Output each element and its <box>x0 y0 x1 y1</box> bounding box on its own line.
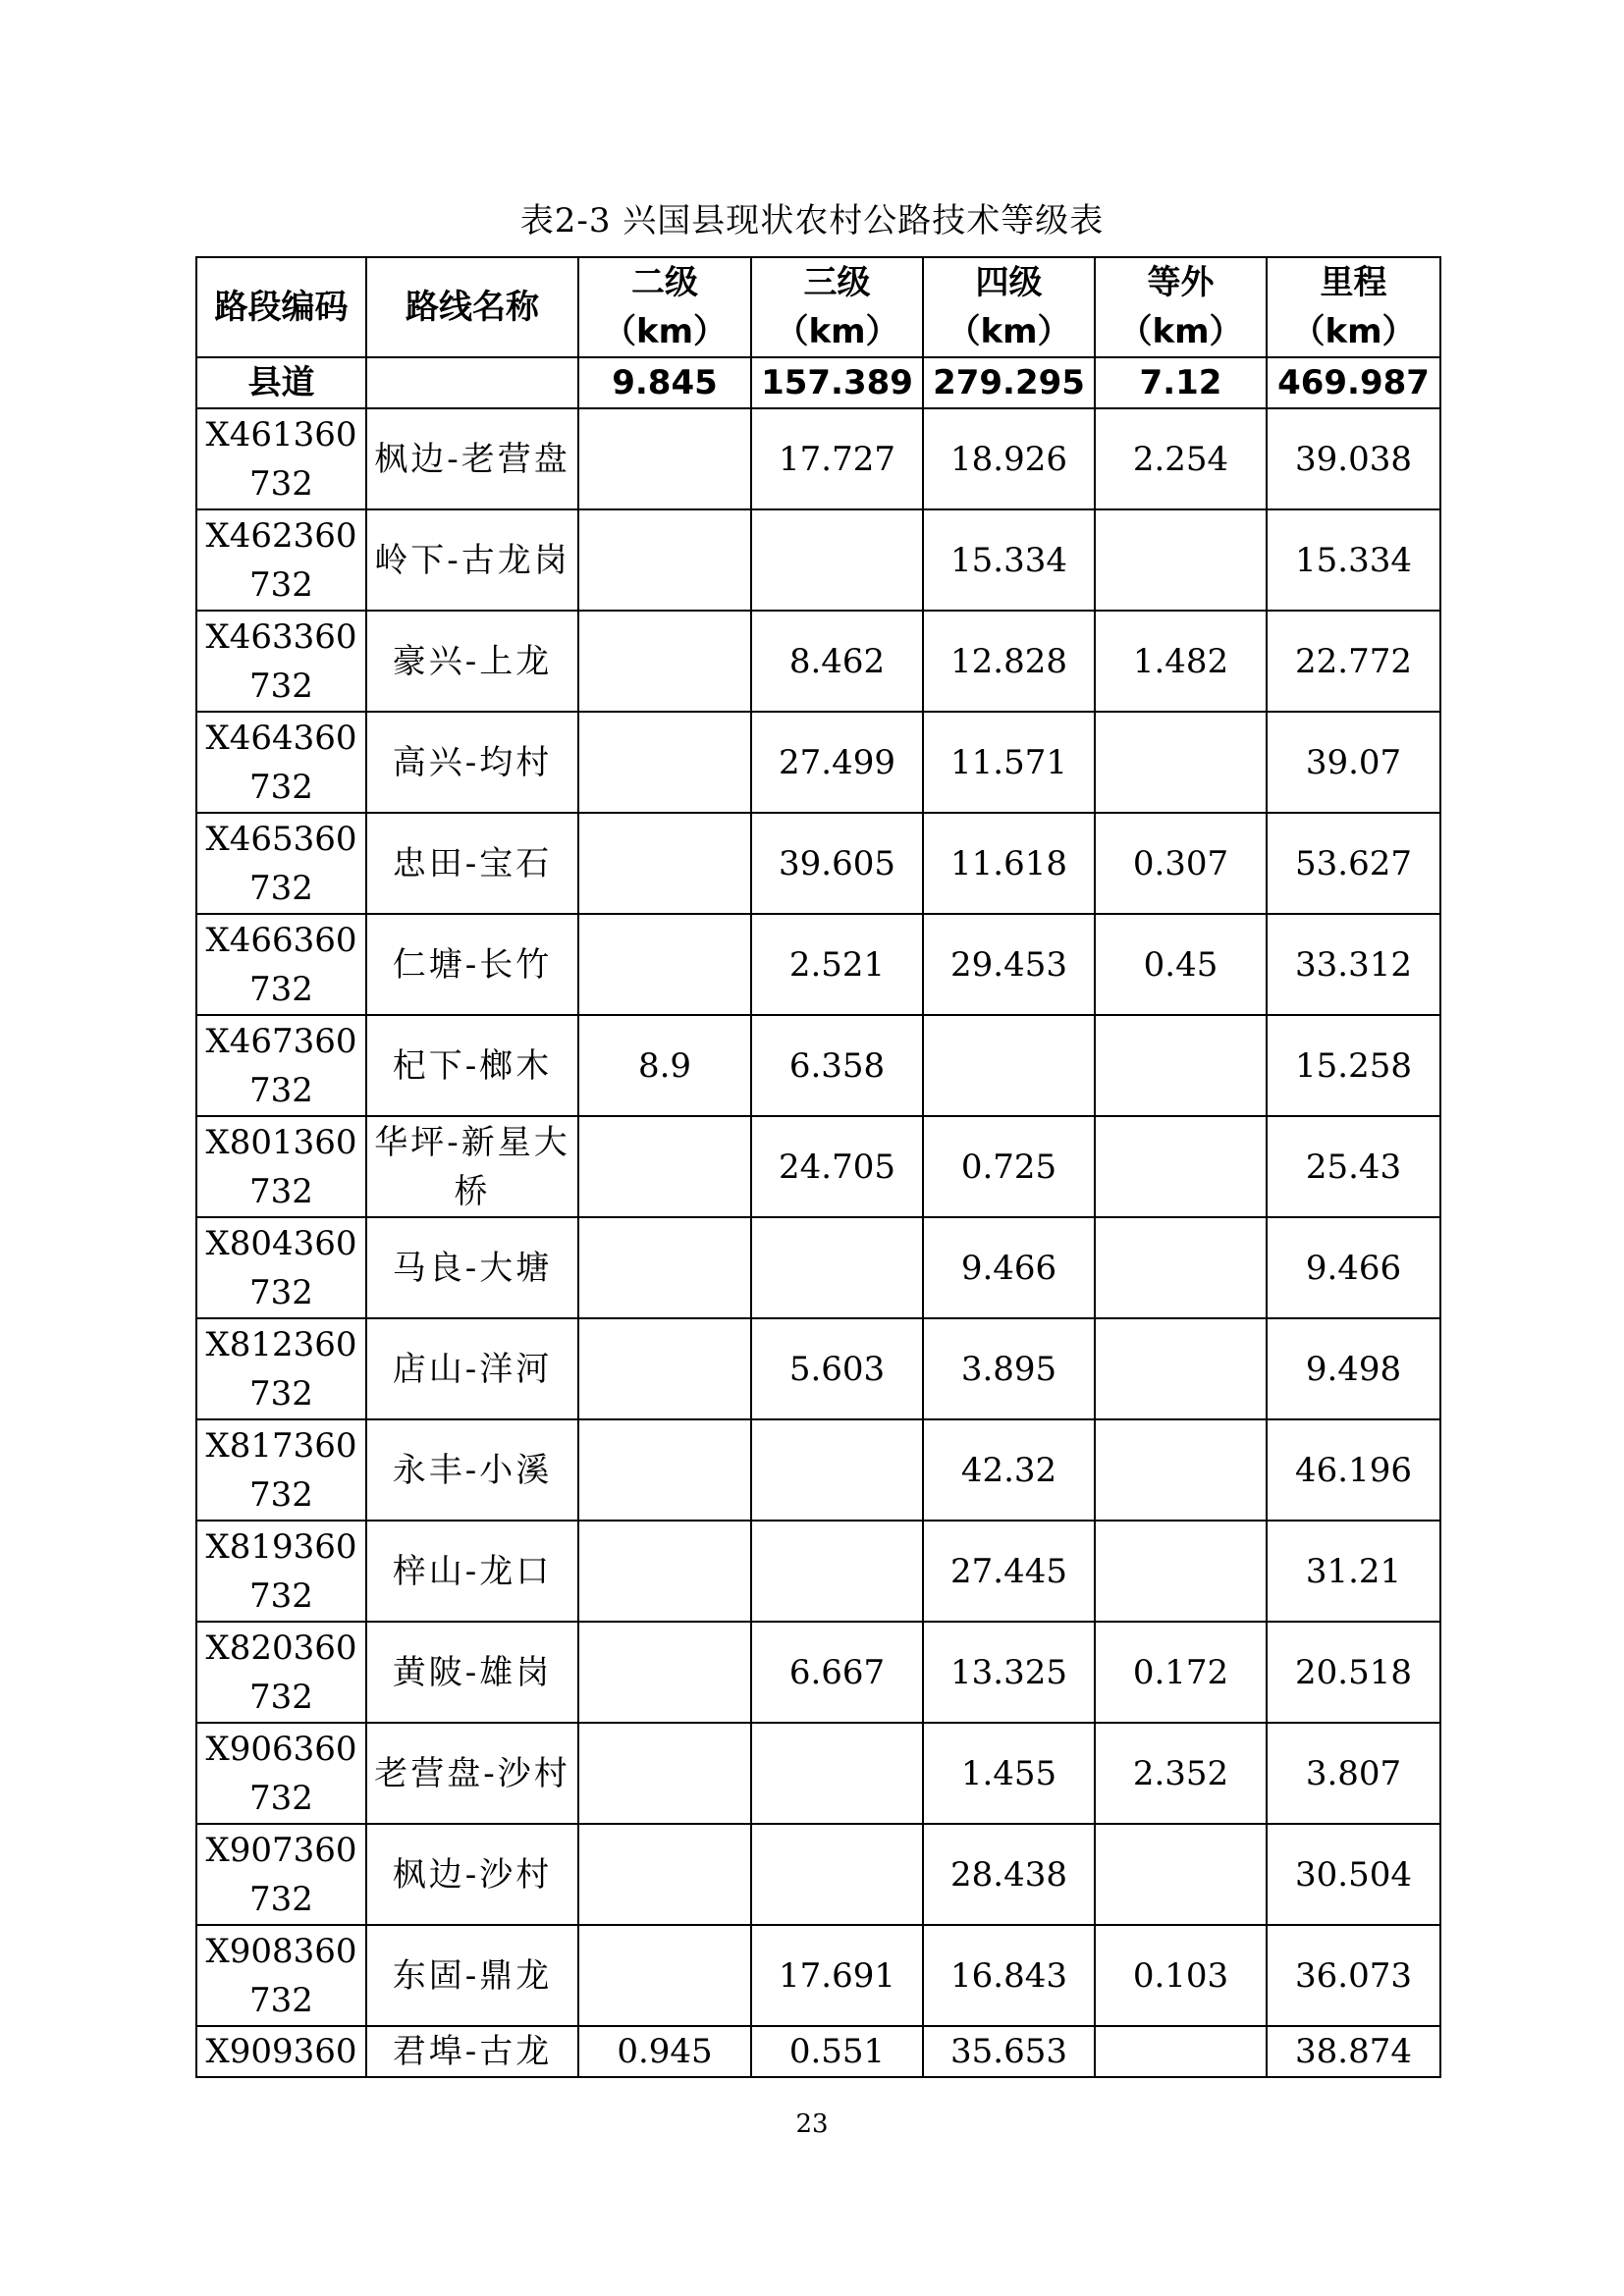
cell-grade4: 18.926 <box>923 408 1095 509</box>
cell-code: X817360732 <box>196 1419 366 1521</box>
cell-grade4: 9.466 <box>923 1217 1095 1318</box>
cell-name: 华坪-新星大桥 <box>366 1116 578 1217</box>
cell-grade4: 42.32 <box>923 1419 1095 1521</box>
cell-grade3 <box>751 1521 923 1622</box>
cell-mileage: 31.21 <box>1267 1521 1440 1622</box>
cell-substandard: 0.103 <box>1095 1925 1267 2026</box>
cell-grade2 <box>578 408 751 509</box>
cell-substandard <box>1095 712 1267 813</box>
cell-name: 高兴-均村 <box>366 712 578 813</box>
cell-name: 店山-洋河 <box>366 1318 578 1419</box>
cell-code: X906360732 <box>196 1723 366 1824</box>
cell-substandard: 0.45 <box>1095 914 1267 1015</box>
cell-substandard <box>1095 1217 1267 1318</box>
cell-grade2 <box>578 1925 751 2026</box>
summary-substandard: 7.12 <box>1095 357 1267 408</box>
road-grade-table <box>195 256 1441 2078</box>
cell-mileage: 39.07 <box>1267 712 1440 813</box>
cell-code: X463360732 <box>196 611 366 712</box>
cell-mileage: 25.43 <box>1267 1116 1440 1217</box>
header-grade2: 二级 （km） <box>578 257 751 357</box>
cell-grade2: 8.9 <box>578 1015 751 1116</box>
cell-mileage: 53.627 <box>1267 813 1440 914</box>
cell-substandard <box>1095 509 1267 611</box>
cell-code: X812360732 <box>196 1318 366 1419</box>
table-row <box>196 1925 1440 2026</box>
cell-code: X819360732 <box>196 1521 366 1622</box>
cell-grade4: 16.843 <box>923 1925 1095 2026</box>
cell-grade2 <box>578 509 751 611</box>
cell-mileage: 22.772 <box>1267 611 1440 712</box>
cell-substandard: 0.307 <box>1095 813 1267 914</box>
cell-grade2 <box>578 1521 751 1622</box>
cell-mileage: 33.312 <box>1267 914 1440 1015</box>
cell-mileage: 15.258 <box>1267 1015 1440 1116</box>
table-row <box>196 1116 1440 1217</box>
cell-grade3: 17.727 <box>751 408 923 509</box>
cell-name: 仁塘-长竹 <box>366 914 578 1015</box>
cell-mileage: 20.518 <box>1267 1622 1440 1723</box>
summary-grade4: 279.295 <box>923 357 1095 408</box>
cell-grade2 <box>578 1622 751 1723</box>
summary-grade3: 157.389 <box>751 357 923 408</box>
cell-grade3 <box>751 1723 923 1824</box>
cell-substandard: 2.254 <box>1095 408 1267 509</box>
cell-grade2 <box>578 813 751 914</box>
cell-grade4: 29.453 <box>923 914 1095 1015</box>
header-name: 路线名称 <box>366 257 578 357</box>
cell-code: X907360732 <box>196 1824 366 1925</box>
cell-mileage: 39.038 <box>1267 408 1440 509</box>
table-row <box>196 611 1440 712</box>
header-code: 路段编码 <box>196 257 366 357</box>
cell-grade4: 28.438 <box>923 1824 1095 1925</box>
cell-name: 马良-大塘 <box>366 1217 578 1318</box>
cell-code: X461360732 <box>196 408 366 509</box>
cell-name: 杞下-榔木 <box>366 1015 578 1116</box>
cell-grade2 <box>578 914 751 1015</box>
cell-grade3: 6.358 <box>751 1015 923 1116</box>
cell-grade4 <box>923 1015 1095 1116</box>
cell-grade3 <box>751 1419 923 1521</box>
cell-grade2 <box>578 712 751 813</box>
cell-mileage: 9.498 <box>1267 1318 1440 1419</box>
cell-mileage: 46.196 <box>1267 1419 1440 1521</box>
cell-grade2 <box>578 1824 751 1925</box>
cell-name: 枫边-老营盘 <box>366 408 578 509</box>
cell-mileage: 30.504 <box>1267 1824 1440 1925</box>
cell-code: X462360732 <box>196 509 366 611</box>
table-row <box>196 1521 1440 1622</box>
table-row <box>196 1622 1440 1723</box>
header-grade3: 三级 （km） <box>751 257 923 357</box>
cell-mileage: 38.874 <box>1267 2026 1440 2077</box>
cell-grade2 <box>578 1318 751 1419</box>
cell-grade3 <box>751 509 923 611</box>
cell-name: 东固-鼎龙 <box>366 1925 578 2026</box>
cell-grade4: 11.618 <box>923 813 1095 914</box>
header-mileage: 里程 （km） <box>1267 257 1440 357</box>
header-grade4: 四级 （km） <box>923 257 1095 357</box>
cell-code: X908360732 <box>196 1925 366 2026</box>
cell-mileage: 3.807 <box>1267 1723 1440 1824</box>
cell-grade2 <box>578 1419 751 1521</box>
cell-code: X909360 <box>196 2026 366 2077</box>
cell-grade3: 8.462 <box>751 611 923 712</box>
cell-code: X820360732 <box>196 1622 366 1723</box>
cell-grade3: 27.499 <box>751 712 923 813</box>
cell-code: X801360732 <box>196 1116 366 1217</box>
cell-substandard <box>1095 1521 1267 1622</box>
cell-substandard <box>1095 2026 1267 2077</box>
table-row <box>196 1824 1440 1925</box>
summary-grade2: 9.845 <box>578 357 751 408</box>
cell-grade4: 1.455 <box>923 1723 1095 1824</box>
table-row <box>196 408 1440 509</box>
cell-name: 忠田-宝石 <box>366 813 578 914</box>
cell-name: 君埠-古龙 <box>366 2026 578 2077</box>
cell-name: 枫边-沙村 <box>366 1824 578 1925</box>
cell-grade2 <box>578 611 751 712</box>
cell-code: X467360732 <box>196 1015 366 1116</box>
cell-substandard: 2.352 <box>1095 1723 1267 1824</box>
table-row <box>196 1419 1440 1521</box>
cell-mileage: 36.073 <box>1267 1925 1440 2026</box>
cell-grade2 <box>578 1217 751 1318</box>
cell-grade4: 11.571 <box>923 712 1095 813</box>
summary-label: 县道 <box>196 357 366 408</box>
cell-grade2: 0.945 <box>578 2026 751 2077</box>
cell-mileage: 15.334 <box>1267 509 1440 611</box>
cell-name: 永丰-小溪 <box>366 1419 578 1521</box>
table-row <box>196 1217 1440 1318</box>
cell-substandard: 1.482 <box>1095 611 1267 712</box>
cell-name: 黄陂-雄岗 <box>366 1622 578 1723</box>
header-row <box>196 257 1440 357</box>
table-row <box>196 1015 1440 1116</box>
cell-name: 梓山-龙口 <box>366 1521 578 1622</box>
cell-grade3: 17.691 <box>751 1925 923 2026</box>
summary-mileage: 469.987 <box>1267 357 1440 408</box>
cell-grade3: 39.605 <box>751 813 923 914</box>
cell-code: X466360732 <box>196 914 366 1015</box>
cell-grade4: 15.334 <box>923 509 1095 611</box>
cell-name: 豪兴-上龙 <box>366 611 578 712</box>
cell-grade3: 2.521 <box>751 914 923 1015</box>
cell-substandard <box>1095 1419 1267 1521</box>
cell-grade4: 0.725 <box>923 1116 1095 1217</box>
cell-code: X804360732 <box>196 1217 366 1318</box>
cell-grade4: 3.895 <box>923 1318 1095 1419</box>
cell-substandard <box>1095 1015 1267 1116</box>
header-substandard: 等外 （km） <box>1095 257 1267 357</box>
summary-name <box>366 357 578 408</box>
table-row <box>196 1723 1440 1824</box>
summary-row <box>196 357 1440 408</box>
cell-grade4: 13.325 <box>923 1622 1095 1723</box>
cell-grade3: 6.667 <box>751 1622 923 1723</box>
cell-grade3: 5.603 <box>751 1318 923 1419</box>
table-row <box>196 2026 1440 2077</box>
cell-substandard <box>1095 1116 1267 1217</box>
cell-grade4: 12.828 <box>923 611 1095 712</box>
cell-grade3 <box>751 1824 923 1925</box>
cell-substandard: 0.172 <box>1095 1622 1267 1723</box>
cell-grade4: 35.653 <box>923 2026 1095 2077</box>
cell-grade2 <box>578 1116 751 1217</box>
cell-grade4: 27.445 <box>923 1521 1095 1622</box>
cell-grade3 <box>751 1217 923 1318</box>
cell-substandard <box>1095 1824 1267 1925</box>
page-number: 23 <box>795 2109 829 2139</box>
cell-substandard <box>1095 1318 1267 1419</box>
table-row <box>196 712 1440 813</box>
cell-mileage: 9.466 <box>1267 1217 1440 1318</box>
table-row <box>196 509 1440 611</box>
table-caption: 表2-3 兴国县现状农村公路技术等级表 <box>519 201 1105 240</box>
cell-grade2 <box>578 1723 751 1824</box>
table-row <box>196 813 1440 914</box>
cell-code: X465360732 <box>196 813 366 914</box>
cell-name: 岭下-古龙岗 <box>366 509 578 611</box>
cell-grade3: 24.705 <box>751 1116 923 1217</box>
table-row <box>196 914 1440 1015</box>
cell-grade3: 0.551 <box>751 2026 923 2077</box>
table-row <box>196 1318 1440 1419</box>
cell-code: X464360732 <box>196 712 366 813</box>
cell-name: 老营盘-沙村 <box>366 1723 578 1824</box>
